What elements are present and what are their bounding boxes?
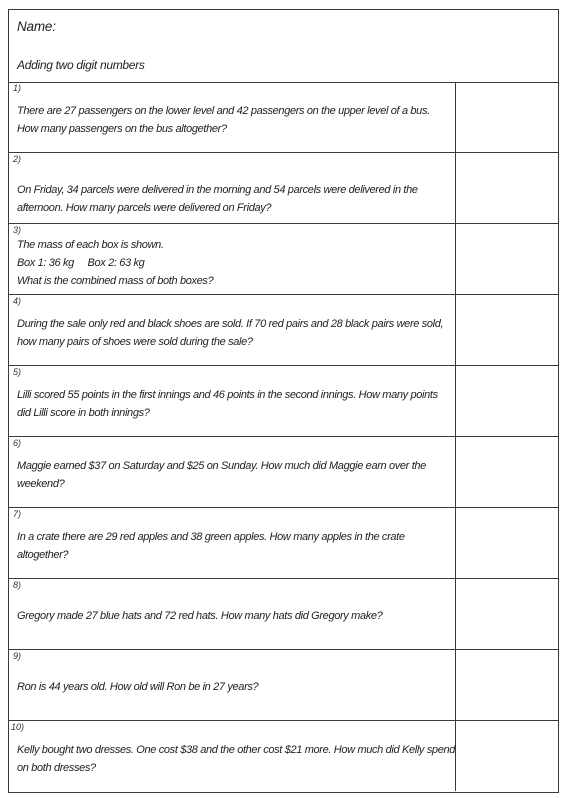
question-line: There are 27 passengers on the lower level and 42 passengers on the upper level of a bus. <box>17 105 430 117</box>
question-line: Ron is 44 years old. How old will Ron be in 27 years? <box>17 681 259 693</box>
question-number: 2) <box>13 154 22 164</box>
question-row <box>9 721 558 791</box>
question-line: on both dresses? <box>17 762 96 774</box>
answer-box[interactable] <box>456 650 558 720</box>
question-number: 10) <box>11 722 25 732</box>
question-number: 9) <box>13 651 22 661</box>
question-number: 4) <box>13 296 22 306</box>
question-number: 6) <box>13 438 22 448</box>
question-line: Lilli scored 55 points in the first innings and 46 points in the second innings. How many points <box>17 389 438 401</box>
question-cell <box>9 224 456 294</box>
question-number: 1) <box>13 83 22 93</box>
question-number: 7) <box>13 509 22 519</box>
question-text <box>17 386 449 422</box>
question-text <box>17 741 456 777</box>
question-row <box>9 295 558 366</box>
question-text <box>17 315 449 351</box>
question-text <box>17 102 449 138</box>
question-cell <box>9 295 456 365</box>
question-number: 3) <box>13 225 22 235</box>
question-cell <box>9 721 456 791</box>
question-text <box>17 181 449 217</box>
question-line: afternoon. How many parcels were delivered on Friday? <box>17 202 272 214</box>
question-line: In a crate there are 29 red apples and 38 green apples. How many apples in the crate <box>17 531 405 543</box>
answer-box[interactable] <box>456 437 558 507</box>
question-cell <box>9 650 456 720</box>
question-text <box>17 607 449 625</box>
question-line: What is the combined mass of both boxes? <box>17 275 214 287</box>
answer-box[interactable] <box>456 721 558 791</box>
question-number: 8) <box>13 580 22 590</box>
question-line: Gregory made 27 blue hats and 72 red hats. How many hats did Gregory make? <box>17 610 383 622</box>
question-line: altogether? <box>17 549 69 561</box>
question-rows <box>9 82 558 791</box>
question-number: 5) <box>13 367 22 377</box>
worksheet-header <box>9 10 558 83</box>
question-cell <box>9 366 456 436</box>
question-row <box>9 366 558 437</box>
question-text <box>17 457 449 493</box>
question-cell <box>9 82 456 152</box>
answer-box[interactable] <box>456 153 558 223</box>
question-line: On Friday, 34 parcels were delivered in the morning and 54 parcels were delivered in the <box>17 184 418 196</box>
answer-box[interactable] <box>456 295 558 365</box>
question-line: how many pairs of shoes were sold during the sale? <box>17 336 253 348</box>
worksheet <box>8 9 559 793</box>
name-label: Name: <box>17 19 56 34</box>
question-line: Maggie earned $37 on Saturday and $25 on Sunday. How much did Maggie earn over the <box>17 460 426 472</box>
question-row <box>9 82 558 153</box>
question-row <box>9 224 558 295</box>
question-line: weekend? <box>17 478 65 490</box>
question-line: During the sale only red and black shoes are sold. If 70 red pairs and 28 black pairs were sold, <box>17 318 444 330</box>
question-row <box>9 579 558 650</box>
question-text <box>17 678 449 696</box>
question-text <box>17 528 449 564</box>
question-text <box>17 236 449 290</box>
question-line: The mass of each box is shown. <box>17 239 164 251</box>
question-row <box>9 650 558 721</box>
question-line: Kelly bought two dresses. One cost $38 and the other cost $21 more. How much did Kelly spend <box>17 744 456 756</box>
question-cell <box>9 153 456 223</box>
answer-box[interactable] <box>456 579 558 649</box>
question-line: How many passengers on the bus altogether? <box>17 123 227 135</box>
question-cell <box>9 579 456 649</box>
question-cell <box>9 508 456 578</box>
answer-box[interactable] <box>456 82 558 152</box>
worksheet-title: Adding two digit numbers <box>17 58 145 72</box>
question-cell <box>9 437 456 507</box>
question-line: did Lilli score in both innings? <box>17 407 150 419</box>
question-line: Box 1: 36 kg Box 2: 63 kg <box>17 257 145 269</box>
answer-box[interactable] <box>456 224 558 294</box>
question-row <box>9 153 558 224</box>
answer-box[interactable] <box>456 508 558 578</box>
question-row <box>9 437 558 508</box>
answer-box[interactable] <box>456 366 558 436</box>
question-row <box>9 508 558 579</box>
